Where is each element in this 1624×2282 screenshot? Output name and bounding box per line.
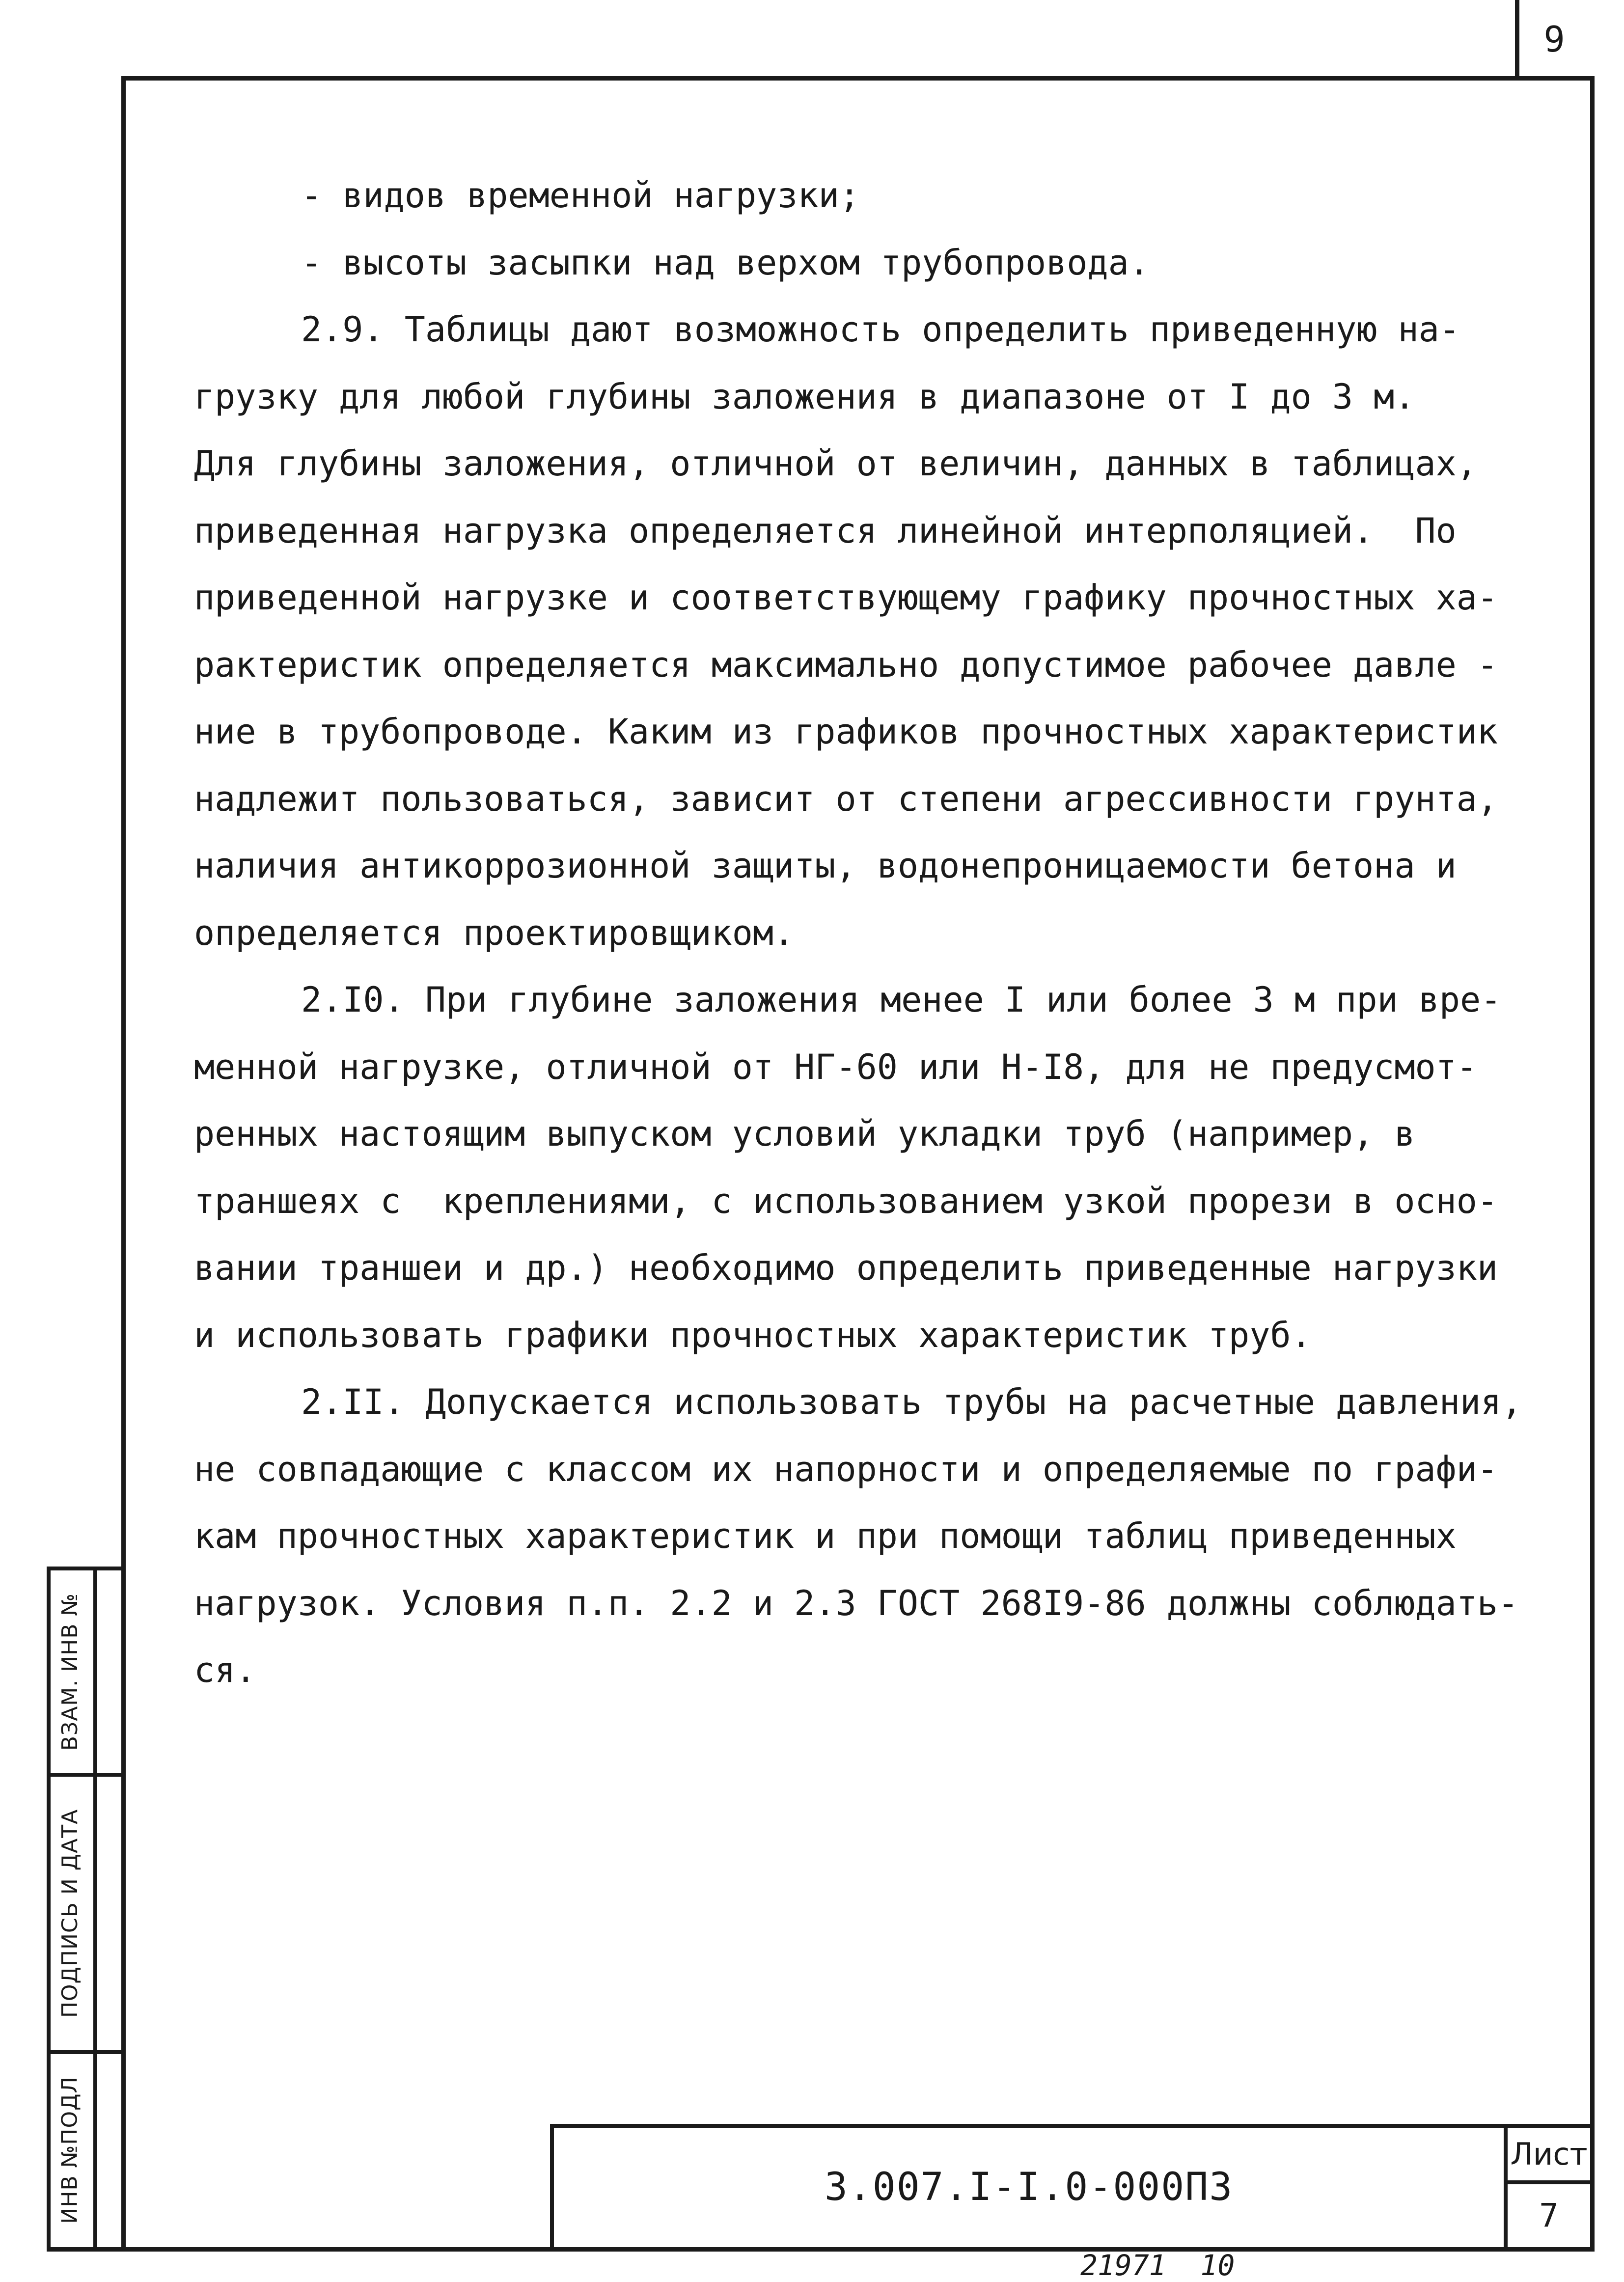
text-line: вании траншеи и др.) необходимо определить приведенные нагрузки [194,1248,1498,1288]
sheet-label: Лист [1510,2136,1588,2172]
text-line: 2.II. Допускается использовать трубы на расчетные давления, [301,1382,1522,1422]
side-stamp-inv-podl-label: ИНВ №ПОДЛ [57,2076,83,2224]
title-block-top-line [550,2124,1595,2128]
side-stamp-vzam-inv-cell [47,1570,93,1773]
text-line: 2.9. Таблицы дают возможность определить приведенную на- [301,309,1460,350]
text-line: рактеристик определяется максимально допустимое рабочее давле - [194,644,1498,685]
side-stamp-podpis-cell [47,1777,93,2050]
page-number-tick [1515,0,1519,79]
page-number: 9 [1543,19,1565,60]
frame-left [121,76,126,2252]
title-block-divider [1504,2124,1508,2252]
text-line: наличия антикоррозионной защиты, водонепроницаемости бетона и [194,846,1457,886]
body-text [194,162,1520,1704]
text-line: менной нагрузке, отличной от НГ-60 или Н-I8, для не предусмот- [194,1046,1477,1087]
side-stamp-divider-1 [47,1773,121,1777]
text-line: Для глубины заложения, отличной от величин, данных в таблицах, [194,443,1477,484]
text-line: не совпадающие с классом их напорности и определяемые по графи- [194,1449,1498,1489]
sheet-number: 7 [1539,2197,1559,2234]
text-line: траншеях с креплениями, с использованием узкой прорези в осно- [194,1181,1498,1221]
text-line: нагрузок. Условия п.п. 2.2 и 2.3 ГОСТ 268I9-86 должны соблюдать- [194,1583,1519,1623]
side-stamp-inv-podl-cell [47,2054,93,2246]
side-stamp-inner-line [93,1567,97,2252]
text-line: ся. [194,1650,256,1690]
archive-number: 21971 10 [1080,2249,1235,2282]
frame-top [121,76,1595,81]
side-stamp-podpis-label: ПОДПИСЬ И ДАТА [57,1809,83,2018]
side-stamp-divider-2 [47,2050,121,2054]
text-line: ренных настоящим выпуском условий укладки труб (например, в [194,1114,1415,1154]
frame-right [1590,76,1595,2252]
text-line: 2.I0. При глубине заложения менее I или более 3 м при вре- [301,980,1502,1020]
text-line: приведенная нагрузка определяется линейной интерполяцией. По [194,510,1457,551]
side-stamp [47,1567,121,2252]
text-line: приведенной нагрузке и соответствующему графику прочностных ха- [194,577,1498,618]
document-code: 3.007.I-I.0-000ПЗ [824,2165,1234,2209]
text-line: надлежит пользоваться, зависит от степени агрессивности грунта, [194,778,1498,819]
side-stamp-vzam-inv-label: ВЗАМ. ИНВ № [57,1593,83,1751]
text-line: определяется проектировщиком. [194,912,795,953]
text-line: и использовать графики прочностных характеристик труб. [194,1315,1312,1355]
frame-bottom [47,2247,1595,2252]
text-line: ние в трубопроводе. Каким из графиков прочностных характеристик [194,712,1498,752]
side-stamp-top-line [47,1567,121,1570]
text-line: - высоты засыпки над верхом трубопровода. [301,242,1150,283]
title-block-left-line [550,2124,554,2252]
text-line: - видов временной нагрузки; [301,175,860,216]
title-block-sheet-divider [1504,2180,1595,2184]
text-line: кам прочностных характеристик и при помощи таблиц приведенных [194,1516,1457,1556]
text-line: грузку для любой глубины заложения в диапазоне от I до 3 м. [194,376,1415,417]
